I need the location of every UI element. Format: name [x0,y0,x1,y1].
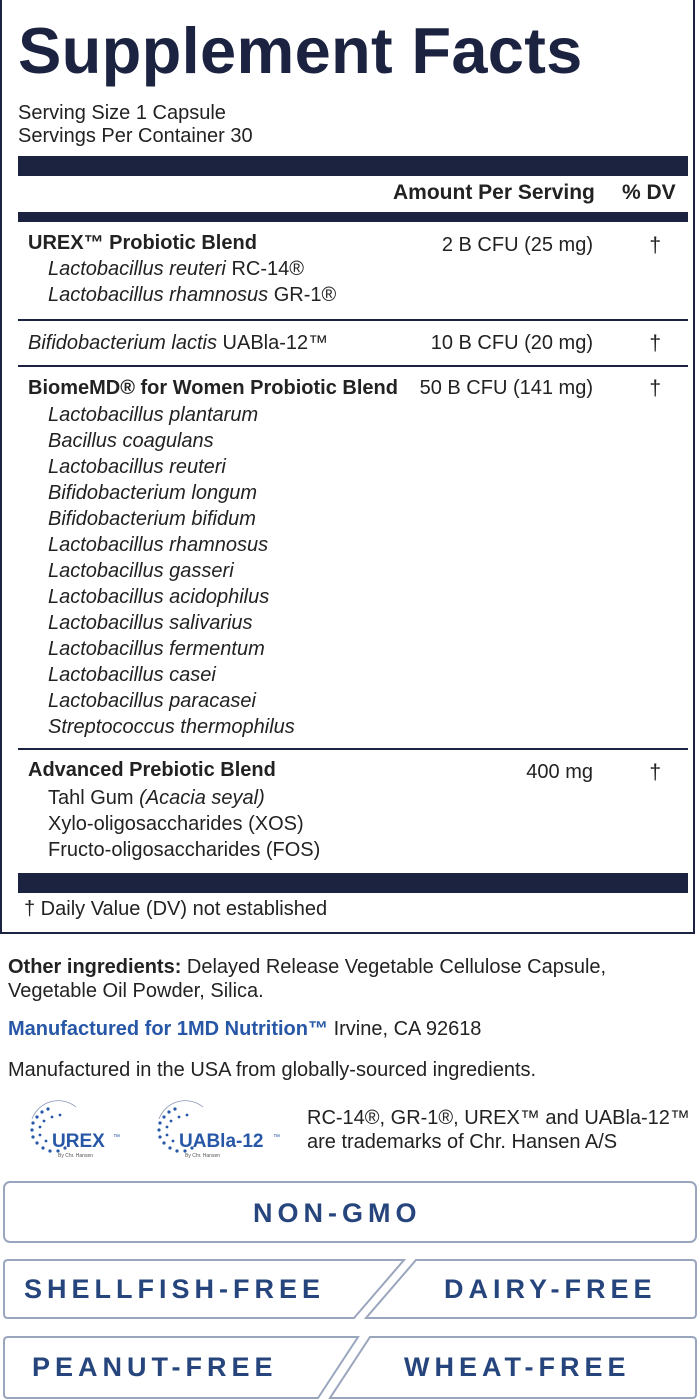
urex-blend-name: UREX™ Probiotic Blend [28,232,257,254]
shellfish-free-label: SHELLFISH-FREE [24,1274,326,1304]
row-divider [18,365,688,367]
row-divider [18,319,688,321]
ingredient-line: Bifidobacterium longum [48,482,257,504]
bifido-lactis-amount: 10 B CFU (20 mg) [430,332,593,354]
dv-footnote: † Daily Value (DV) not established [24,898,328,920]
origin-statement: Manufactured in the USA from globally-sourced ingredients. [8,1059,537,1081]
panel-title: Supplement Facts [18,14,583,87]
bifido-lactis-name: Bifidobacterium lactis UABla-12™ [28,332,329,354]
peanut-free-label: PEANUT-FREE [32,1352,278,1382]
trademark-note-line1: RC-14®, GR-1®, UREX™ and UABla-12™ [307,1107,690,1129]
uabla-logo-by: By Chr. Hansen [185,1153,221,1159]
ingredient-line: Lactobacillus rhamnosus [48,534,269,556]
ingredient-line: Bacillus coagulans [48,430,214,452]
ingredient-line: Lactobacillus rhamnosus GR-1® [48,284,337,306]
ingredient-line: Lactobacillus reuteri [48,456,226,478]
urex-logo-by: By Chr. Hansen [58,1153,94,1159]
ingredient-line: Lactobacillus acidophilus [48,586,270,608]
ingredient-line: Fructo-oligosaccharides (FOS) [48,839,321,861]
trademark-note-line2: are trademarks of Chr. Hansen A/S [307,1131,618,1153]
uabla-logo [145,1097,295,1161]
ingredient-line: Xylo-oligosaccharides (XOS) [48,813,304,835]
dv-header: % DV [622,181,676,204]
urex-logo [18,1097,138,1161]
urex-logo-tm: ™ [113,1134,120,1141]
ingredient-line: Tahl Gum (Acacia seyal) [48,787,265,809]
thick-divider-header [18,212,688,222]
urex-logo-text: UREX [52,1131,105,1152]
prebiotic-blend-amount: 400 mg [526,761,593,783]
ingredient-line: Lactobacillus fermentum [48,638,265,660]
prebiotic-blend-dv: † [649,761,661,784]
other-ingredients: Other ingredients: Delayed Release Vegetable Cellulose Capsule, [8,956,607,978]
biomemd-blend-dv: † [649,377,661,400]
manufacturer-line: Manufactured for 1MD Nutrition™ Irvine, CA 92618 [8,1018,482,1040]
amount-per-serving-header: Amount Per Serving [393,181,595,204]
biomemd-blend-amount: 50 B CFU (141 mg) [419,377,593,399]
thick-divider-bottom [18,873,688,893]
ingredient-line: Lactobacillus casei [48,664,216,686]
other-ingredients-line2: Vegetable Oil Powder, Silica. [8,980,264,1002]
ingredient-line: Bifidobacterium bifidum [48,508,256,530]
serving-size: Serving Size 1 Capsule [18,102,226,124]
dairy-free-label: DAIRY-FREE [444,1274,657,1304]
non-gmo-label: NON-GMO [253,1198,422,1228]
uabla-logo-tm: ™ [273,1134,280,1141]
wheat-free-label: WHEAT-FREE [404,1352,631,1382]
row-divider [18,748,688,750]
urex-blend-dv: † [649,234,661,257]
ingredient-line: Lactobacillus plantarum [48,404,259,426]
ingredient-line: Lactobacillus paracasei [48,690,256,712]
urex-blend-amount: 2 B CFU (25 mg) [441,234,593,256]
ingredient-line: Lactobacillus reuteri RC-14® [48,258,304,280]
uabla-logo-text: UABla-12 [179,1131,264,1152]
ingredient-line: Lactobacillus gasseri [48,560,234,582]
servings-per-container: Servings Per Container 30 [18,125,253,147]
ingredient-line: Lactobacillus salivarius [48,612,253,634]
ingredient-line: Streptococcus thermophilus [48,716,295,738]
trademark-note [307,1106,690,1154]
thick-divider-top [18,156,688,176]
prebiotic-blend-name: Advanced Prebiotic Blend [28,759,276,781]
biomemd-blend-name: BiomeMD® for Women Probiotic Blend [28,377,398,399]
bifido-lactis-dv: † [649,332,661,355]
